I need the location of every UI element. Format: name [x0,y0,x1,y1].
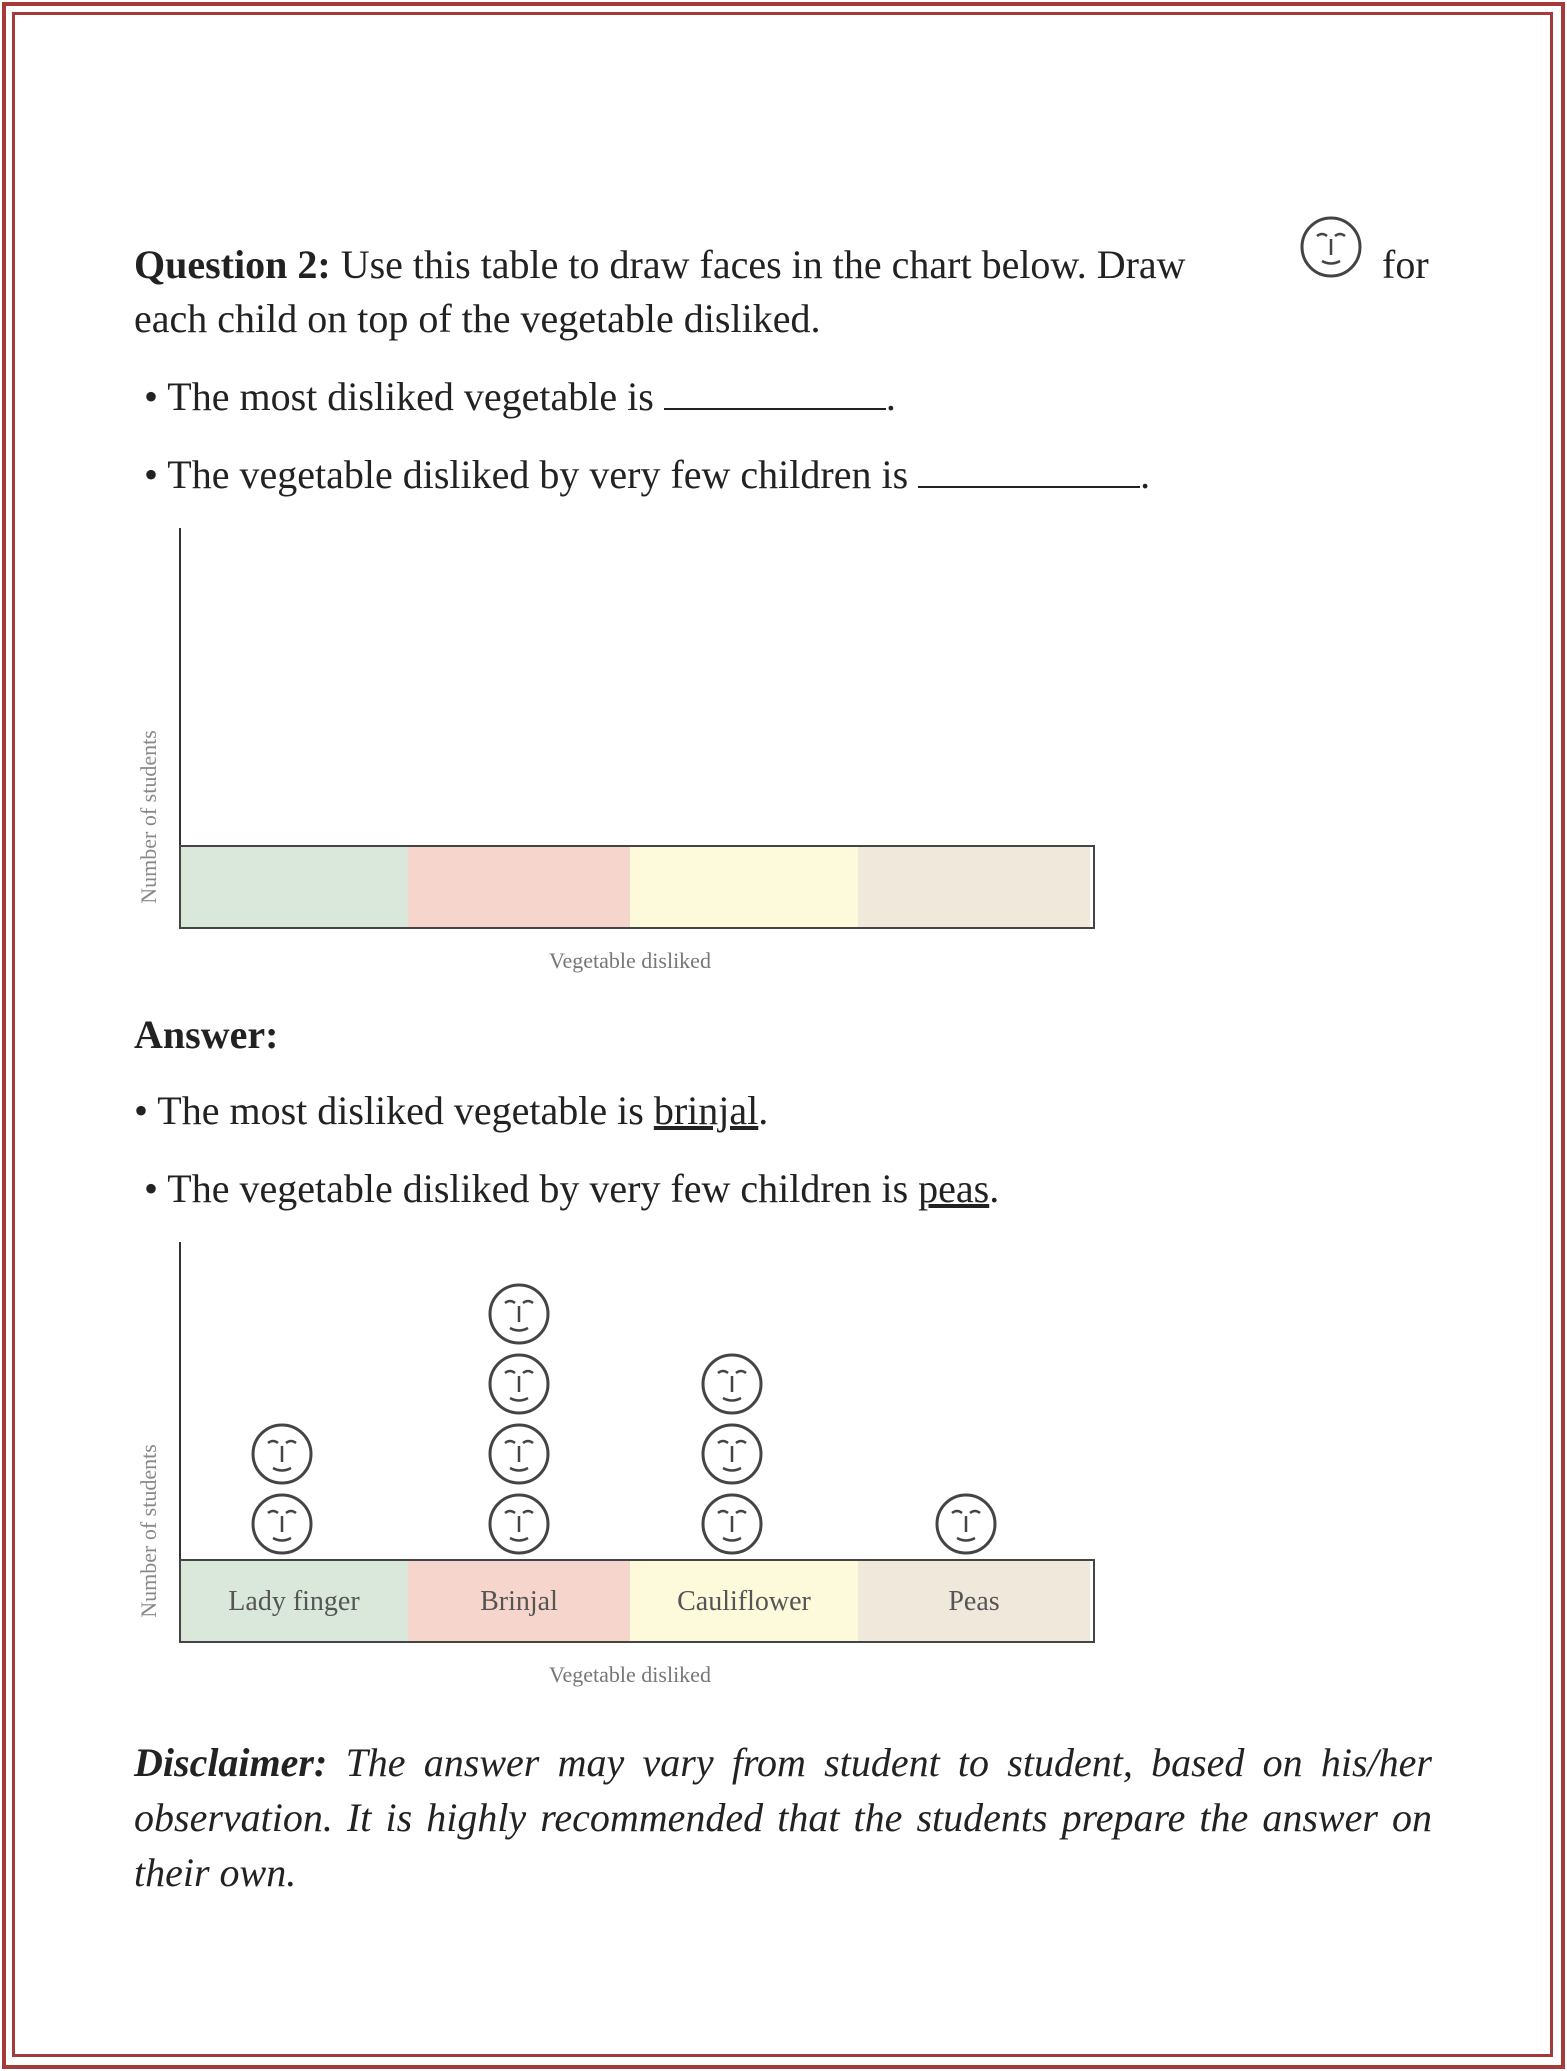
smiley-face-icon [490,1425,548,1483]
category-label: Lady finger [228,1586,360,1617]
disclaimer-text: The answer may vary from student to student, based on his/her observation. It is highly recommended that the students prepare the answer on their own. [134,1740,1432,1895]
question-text: Use this table to draw faces in the chart below. Draw [340,242,1186,287]
answer-value: brinjal [653,1088,759,1133]
smiley-face-icon [490,1285,548,1343]
disclaimer [134,1735,1432,1900]
smiley-face-icon [490,1355,548,1413]
category-cell [630,846,858,928]
answer-bullet-1: • The most disliked vegetable is brinjal. [134,1088,769,1133]
answer-blank[interactable] [664,378,886,410]
smiley-face-icon [1298,214,1364,280]
category-cell [408,846,630,928]
disclaimer-label: Disclaimer: [134,1740,328,1785]
answer-pictograph-chart [120,1234,1120,1694]
x-axis-label: Vegetable disliked [549,948,711,973]
question-line-2: each child on top of the vegetable disliked. [134,296,821,341]
category-label: Peas [948,1586,1000,1617]
x-axis-label: Vegetable disliked [549,1662,711,1687]
answer-blank[interactable] [918,456,1140,488]
answer-value: peas [918,1166,990,1211]
category-cell [180,846,408,928]
y-axis-label: Number of students [136,730,161,904]
smiley-face-icon [703,1355,761,1413]
category-label: Cauliflower [677,1586,811,1617]
category-label: Brinjal [480,1586,558,1617]
smiley-face-icon [703,1425,761,1483]
smiley-face-icon [937,1495,995,1553]
question-line-1 [134,238,1186,292]
answer-bullet-2: • The vegetable disliked by very few children is peas. [144,1166,1000,1211]
smiley-face-icon [253,1425,311,1483]
question-text-for: for [1382,242,1429,287]
category-cell [858,846,1090,928]
question-bullet-1: • The most disliked vegetable is . [144,374,896,419]
question-label: Question 2: [134,242,331,287]
smiley-face-icon [703,1495,761,1553]
smiley-face-icon [253,1495,311,1553]
question-bullet-2: • The vegetable disliked by very few children is . [144,452,1151,497]
smiley-face-icon [490,1495,548,1553]
y-axis-label: Number of students [136,1444,161,1618]
answer-label: Answer: [134,1012,279,1057]
empty-pictograph-chart [120,520,1120,980]
